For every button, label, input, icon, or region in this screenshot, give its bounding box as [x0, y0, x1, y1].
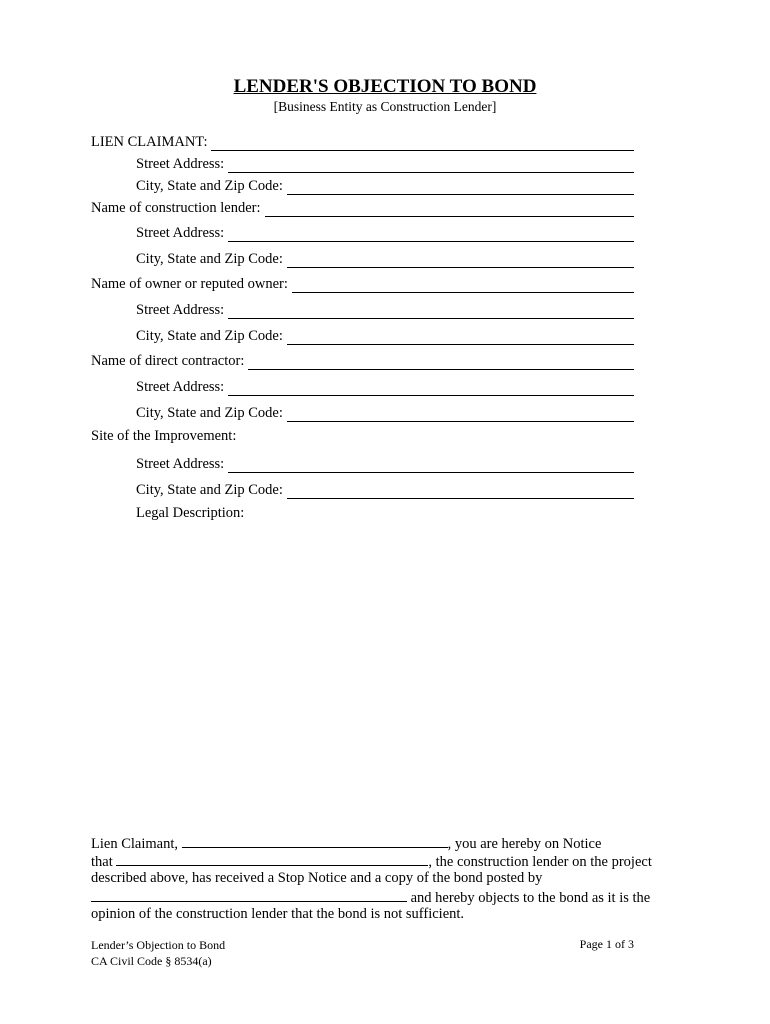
footer-doc-name: Lender’s Objection to Bond: [91, 938, 226, 952]
footer-page-number: Page 1 of 3: [579, 937, 634, 951]
city-state-zip-line[interactable]: [287, 178, 634, 195]
street-address-label: Street Address:: [136, 379, 225, 395]
notice-line-1: [91, 833, 671, 851]
contractor-city-field[interactable]: [136, 402, 634, 422]
city-state-zip-label: City, State and Zip Code:: [136, 251, 283, 267]
street-address-label: Street Address:: [136, 302, 225, 318]
city-state-zip-label: City, State and Zip Code:: [136, 405, 283, 421]
lien-claimant-field[interactable]: [91, 131, 634, 151]
notice-line-4: [91, 887, 671, 905]
footer-left: [91, 937, 225, 969]
street-address-line[interactable]: [228, 302, 634, 319]
city-state-zip-line[interactable]: [287, 482, 634, 499]
notice-line-5: [91, 905, 671, 923]
notice-paragraph: [91, 833, 671, 923]
lender-city-field[interactable]: [136, 248, 634, 268]
construction-lender-blank[interactable]: [116, 851, 428, 866]
lien-claimant-street-field[interactable]: [136, 153, 634, 173]
street-address-label: Street Address:: [136, 156, 225, 172]
notice-text: Lien Claimant,: [91, 836, 178, 852]
notice-line-3: [91, 869, 671, 887]
owner-street-field[interactable]: [136, 299, 634, 319]
lien-claimant-city-field[interactable]: [136, 175, 634, 195]
street-address-label: Street Address:: [136, 456, 225, 472]
owner-line[interactable]: [292, 276, 634, 293]
street-address-line[interactable]: [228, 379, 634, 396]
notice-text: described above, has received a Stop Notice and a copy of the bond posted by: [91, 870, 543, 886]
document-subtitle: [Business Entity as Construction Lender]: [273, 99, 497, 114]
notice-text: and hereby objects to the bond as it is the: [410, 890, 651, 906]
construction-lender-line[interactable]: [265, 200, 634, 217]
site-city-field[interactable]: [136, 479, 634, 499]
footer-code: CA Civil Code § 8534(a): [91, 954, 212, 968]
street-address-line[interactable]: [228, 456, 634, 473]
notice-text: , the construction lender on the project: [428, 854, 652, 870]
construction-lender-field[interactable]: [91, 197, 634, 217]
owner-field[interactable]: [91, 273, 634, 293]
lender-street-field[interactable]: [136, 222, 634, 242]
notice-line-2: [91, 851, 671, 869]
direct-contractor-label: Name of direct contractor:: [91, 353, 245, 369]
site-label: Site of the Improvement:: [91, 428, 237, 444]
lien-claimant-blank[interactable]: [182, 833, 448, 848]
notice-text: opinion of the construction lender that the bond is not sufficient.: [91, 906, 465, 922]
street-address-line[interactable]: [228, 225, 634, 242]
street-address-line[interactable]: [228, 156, 634, 173]
document-title: LENDER'S OBJECTION TO BOND: [233, 76, 537, 97]
notice-text: , you are hereby on Notice: [447, 836, 602, 852]
city-state-zip-label: City, State and Zip Code:: [136, 178, 283, 194]
contractor-street-field[interactable]: [136, 376, 634, 396]
owner-label: Name of owner or reputed owner:: [91, 276, 288, 292]
street-address-label: Street Address:: [136, 225, 225, 241]
lien-claimant-line[interactable]: [211, 134, 634, 151]
city-state-zip-line[interactable]: [287, 328, 634, 345]
legal-description-label: Legal Description:: [136, 505, 245, 521]
city-state-zip-line[interactable]: [287, 405, 634, 422]
owner-city-field[interactable]: [136, 325, 634, 345]
site-street-field[interactable]: [136, 453, 634, 473]
lien-claimant-label: LIEN CLAIMANT:: [91, 134, 208, 150]
construction-lender-label: Name of construction lender:: [91, 200, 261, 216]
city-state-zip-label: City, State and Zip Code:: [136, 328, 283, 344]
city-state-zip-line[interactable]: [287, 251, 634, 268]
notice-text: that: [91, 854, 113, 870]
direct-contractor-line[interactable]: [248, 353, 634, 370]
direct-contractor-field[interactable]: [91, 350, 634, 370]
city-state-zip-label: City, State and Zip Code:: [136, 482, 283, 498]
bond-poster-blank[interactable]: [91, 887, 407, 902]
